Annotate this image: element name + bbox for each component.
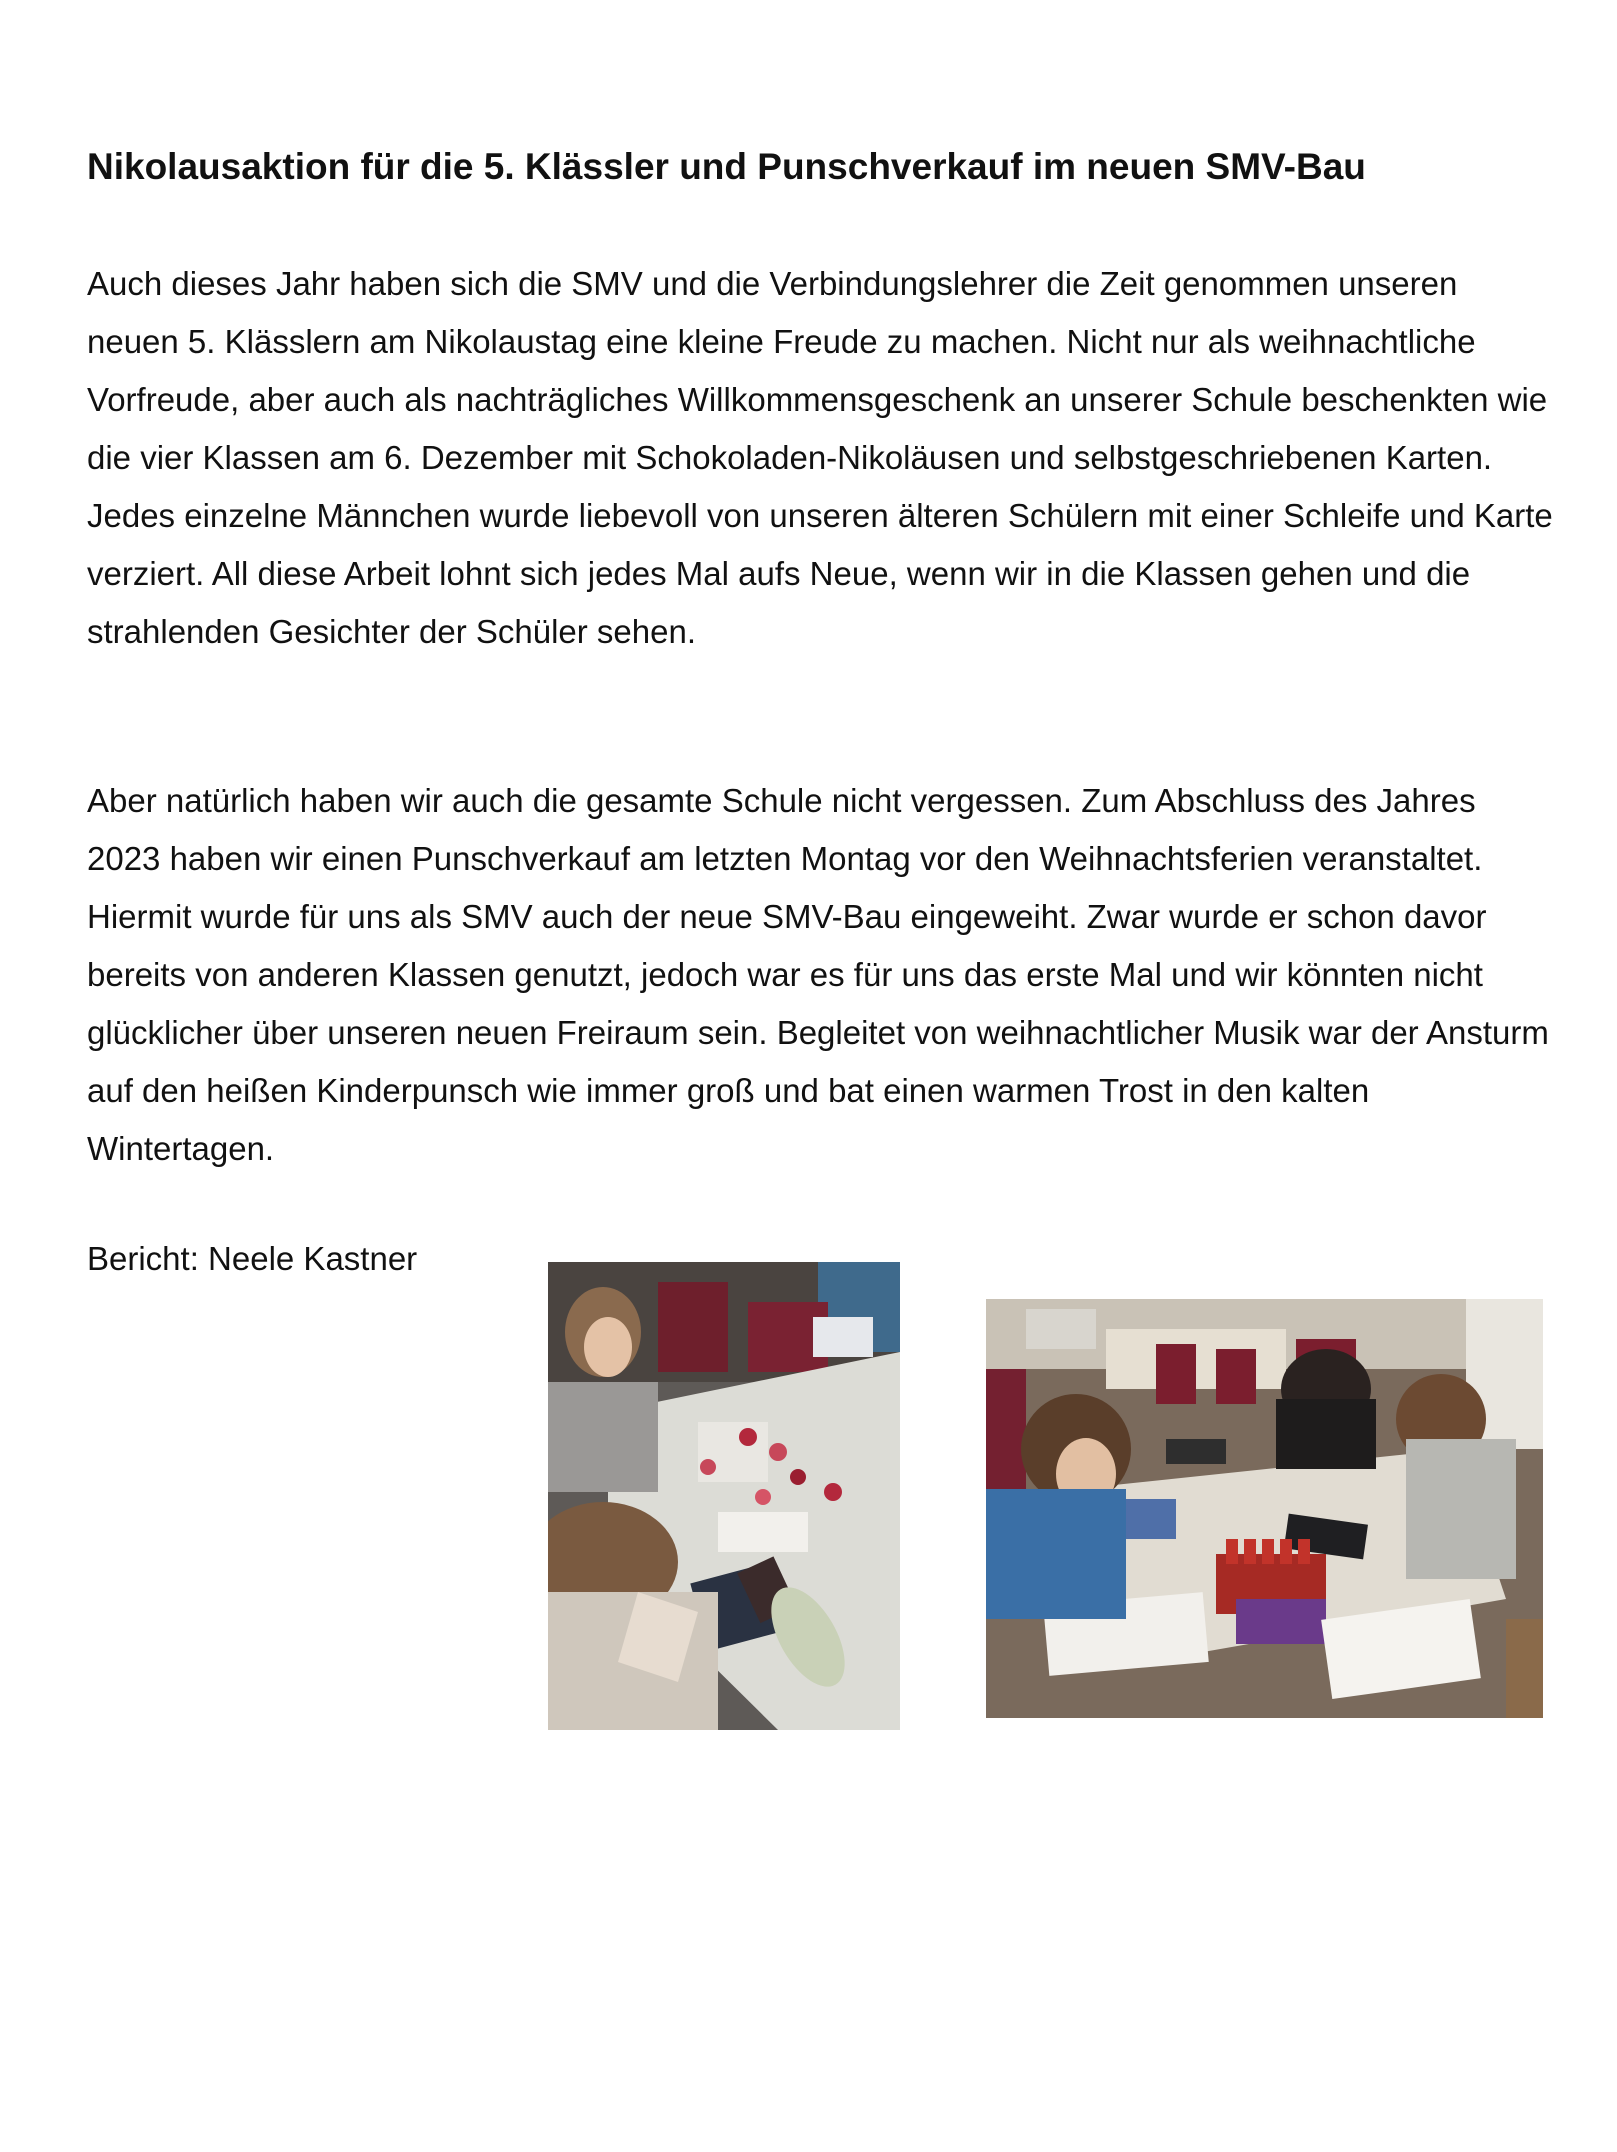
photo-left-illustration <box>548 1262 900 1730</box>
photo-students-decorating <box>548 1262 900 1730</box>
article-paragraph-2: Aber natürlich haben wir auch die gesamte Schule nicht vergessen. Zum Abschluss des Jahres 2023 haben wir einen Punschverkauf am letzten Montag vor den Weihnachtsferien veranstaltet. Hiermit wurde für uns als SMV auch der neue SMV-Bau eingeweiht. Zwar wurde er schon davor bereits von anderen Klassen genutzt, jedoch war es für uns das erste Mal und wir könnten nicht glücklicher über unseren neuen Freiraum sein. Begleitet von weihnachtlicher Musik war der Ansturm auf den heißen Kinderpunsch wie immer groß und bat einen warmen Trost in den kalten Wintertagen. <box>87 782 1549 1167</box>
photo-students-writing <box>986 1299 1543 1718</box>
photo-right-illustration <box>986 1299 1543 1718</box>
article-title: Nikolausaktion für die 5. Klässler und Punschverkauf im neuen SMV-Bau <box>87 146 1366 187</box>
article-byline: Bericht: Neele Kastner <box>87 1240 418 1277</box>
article-paragraph-1: Auch dieses Jahr haben sich die SMV und die Verbindungslehrer die Zeit genommen unseren neuen 5. Klässlern am Nikolaustag eine kleine Freude zu machen. Nicht nur als weihnachtliche Vorfreude, aber auch als nachträgliches Willkommensgeschenk an unserer Schule beschenkten wie die vier Klassen am 6. Dezember mit Schokoladen-Nikoläusen und selbstgeschriebenen Karten. Jedes einzelne Männchen wurde liebevoll von unseren älteren Schülern mit einer Schleife und Karte verziert. All diese Arbeit lohnt sich jedes Mal aufs Neue, wenn wir in die Klassen gehen und die strahlenden Gesichter der Schüler sehen. <box>87 265 1553 650</box>
